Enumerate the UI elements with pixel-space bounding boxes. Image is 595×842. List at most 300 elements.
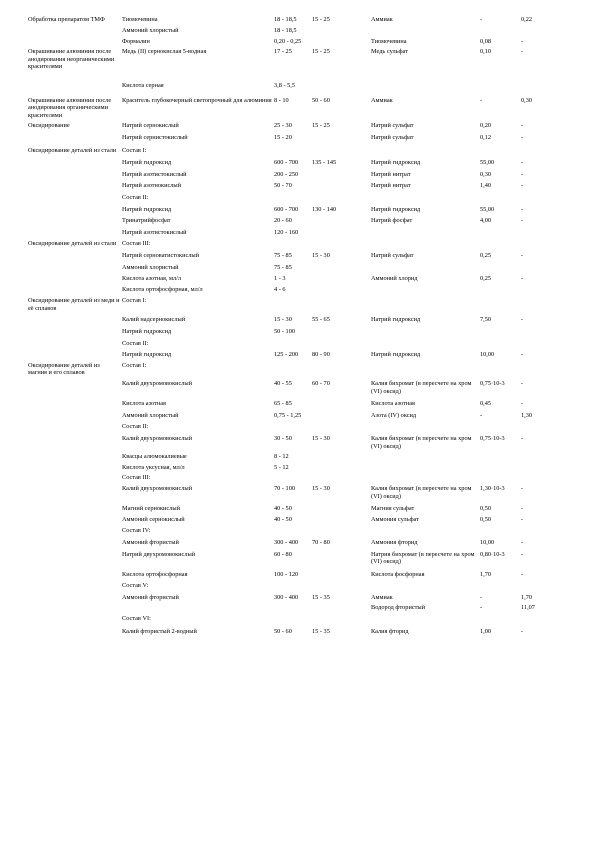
table-row [28, 347, 576, 358]
temperature-cell [312, 450, 371, 460]
reagent-cell: Тринатрийфосфат [122, 217, 171, 225]
temperature-cell: 130 - 140 [312, 205, 337, 213]
table-row [28, 500, 576, 512]
concentration-cell: 15 - 20 [274, 134, 292, 142]
table-row [28, 225, 576, 236]
reagent-cell: Квасцы алюмокалиевые [122, 453, 187, 461]
emission-aerosol-cell [521, 578, 576, 589]
emission-aerosol-cell [521, 450, 576, 460]
operation-cell [28, 500, 122, 512]
operation-cell: Обработка препаратом ТМФ [28, 16, 105, 23]
operation-cell [28, 23, 122, 34]
emission-cell: Калия бихромат (в пересчете на хром (VI) оксид) [371, 380, 472, 395]
operation-cell [28, 283, 122, 293]
operation-cell [28, 461, 122, 471]
temperature-cell [312, 419, 371, 430]
table-row [28, 45, 576, 70]
emission-gas-cell [480, 359, 521, 377]
emission-gas-cell [480, 450, 521, 460]
temperature-cell [312, 359, 371, 377]
emission-gas-cell [480, 23, 521, 34]
temperature-cell [312, 546, 371, 566]
reagent-cell: Тиомочевина [122, 16, 158, 23]
emission-cell [371, 523, 480, 534]
emission-aerosol-cell: - [521, 315, 524, 323]
operation-cell [28, 154, 122, 166]
table-row [28, 546, 576, 566]
operation-cell: Оксидирование деталей из стали [28, 146, 117, 154]
operation-cell: Оксидирование деталей из меди и её сплавов [28, 297, 120, 312]
reagent-cell: Калий двухромовокислый [122, 485, 193, 493]
operation-cell [28, 546, 122, 566]
emission-cell [371, 23, 480, 34]
emission-cell: Натрий гидроксид [371, 159, 421, 167]
emission-gas-cell [480, 236, 521, 247]
emission-cell: Натрий сульфат [371, 251, 414, 259]
table-row [28, 336, 576, 347]
emission-aerosol-cell: - [521, 351, 524, 359]
emission-cell [371, 471, 480, 481]
concentration-cell: 120 - 160 [274, 228, 299, 236]
table-row [28, 35, 576, 45]
emission-aerosol-cell: - [521, 48, 524, 56]
emission-aerosol-cell [521, 142, 576, 154]
concentration-cell [274, 359, 312, 377]
table-row [28, 419, 576, 430]
operation-cell [28, 376, 122, 395]
emission-cell: Азота (IV) оксид [371, 411, 417, 419]
concentration-cell: 0,20 - 0,25 [274, 37, 302, 45]
emission-gas-cell: 1,00 [480, 627, 492, 635]
emission-gas-cell: 10,00 [480, 351, 495, 359]
reagent-cell: Кислота ортофосфорная [122, 570, 188, 578]
reagent-cell: Кислота ортофосфорная, мл/л [122, 285, 203, 293]
emission-gas-cell [480, 611, 521, 622]
emission-aerosol-cell: - [521, 380, 524, 388]
reagent-cell: Аммоний фтористый [122, 538, 179, 546]
concentration-cell: 50 - 70 [274, 182, 292, 190]
emission-gas-cell [480, 419, 521, 430]
emission-aerosol-cell: - [521, 505, 524, 513]
emission-aerosol-cell: - [521, 37, 524, 45]
emission-cell: Натрий нитрат [371, 170, 411, 178]
emission-aerosol-cell [521, 359, 576, 377]
table-row [28, 611, 576, 622]
table-row [28, 590, 576, 601]
reagent-cell: Состав II: [122, 423, 149, 431]
emission-gas-cell: - [480, 603, 483, 611]
operation-cell: Оксидирование деталей из магния и его сплавов [28, 361, 100, 376]
table-row [28, 376, 576, 395]
emission-gas-cell: 0,80·10-3 [480, 550, 505, 558]
emission-cell [371, 611, 480, 622]
reagent-cell: Натрий сернокислый [122, 122, 179, 130]
table-row [28, 535, 576, 546]
reagent-cell: Состав III: [122, 474, 151, 482]
temperature-cell: 80 - 90 [312, 351, 330, 359]
emission-aerosol-cell: - [521, 275, 524, 283]
concentration-cell: 30 - 50 [274, 435, 292, 443]
concentration-cell [274, 336, 312, 347]
concentration-cell [274, 523, 312, 534]
reagent-cell: Калий фтористый 2-водный [122, 627, 197, 635]
emission-aerosol-cell [521, 323, 576, 335]
emission-cell: Натрий гидроксид [371, 315, 421, 323]
table-row [28, 359, 576, 377]
reagent-cell: Состав I: [122, 361, 147, 369]
reagent-cell: Формалин [122, 37, 150, 45]
concentration-cell: 75 - 85 [274, 251, 292, 259]
table-row [28, 142, 576, 154]
emission-cell [371, 419, 480, 430]
emission-gas-cell [480, 259, 521, 271]
operation-cell [28, 578, 122, 589]
temperature-cell [312, 70, 371, 89]
data-table [28, 16, 576, 635]
emission-cell: Тиомочевина [371, 37, 407, 45]
operation-cell [28, 419, 122, 430]
concentration-cell [274, 419, 312, 430]
reagent-cell: Натрий гидроксид [122, 351, 172, 359]
emission-cell [371, 70, 480, 89]
reagent-cell: Натрий двухромовокислый [122, 550, 196, 558]
temperature-cell [312, 461, 371, 471]
temperature-cell [312, 283, 371, 293]
concentration-cell: 60 - 80 [274, 550, 292, 558]
operation-cell [28, 190, 122, 201]
table-row [28, 450, 576, 460]
temperature-cell [312, 271, 371, 282]
emission-aerosol-cell [521, 611, 576, 622]
table-row [28, 283, 576, 293]
emission-gas-cell: 0,12 [480, 134, 492, 142]
reagent-cell: Аммоний хлористый [122, 263, 179, 271]
emission-aerosol-cell: - [521, 205, 524, 213]
concentration-cell [274, 142, 312, 154]
emission-gas-cell [480, 578, 521, 589]
emission-gas-cell: 0,75·10-3 [480, 380, 505, 388]
operation-cell [28, 167, 122, 178]
table-row [28, 293, 576, 312]
temperature-cell [312, 578, 371, 589]
emission-aerosol-cell: - [521, 182, 524, 190]
concentration-cell: 75 - 85 [274, 263, 292, 271]
emission-cell: Калия бихромат (в пересчете на хром (VI) оксид) [371, 435, 472, 450]
emission-cell: Калия бихромат (в пересчете на хром (VI) оксид) [371, 485, 472, 500]
temperature-cell: 15 - 35 [312, 593, 330, 601]
emission-cell: Натрий сульфат [371, 122, 414, 130]
table-body [28, 16, 576, 635]
emission-cell [371, 236, 480, 247]
emission-aerosol-cell [521, 293, 576, 312]
emission-cell: Аммония сульфат [371, 515, 419, 523]
emission-gas-cell: 0,25 [480, 275, 492, 283]
temperature-cell [312, 23, 371, 34]
emission-gas-cell: 0,08 [480, 37, 492, 45]
table-row [28, 623, 576, 635]
table-row [28, 578, 576, 589]
table-row [28, 129, 576, 141]
emission-cell [371, 461, 480, 471]
reagent-cell: Состав II: [122, 193, 149, 201]
temperature-cell: 60 - 70 [312, 380, 330, 388]
emission-gas-cell: 1,40 [480, 182, 492, 190]
reagent-cell: Состав VI: [122, 615, 151, 623]
emission-gas-cell: 7,50 [480, 315, 492, 323]
emission-cell: Аммиак [371, 593, 393, 601]
temperature-cell: 15 - 25 [312, 48, 330, 56]
reagent-cell: Калий надсернокислый [122, 315, 186, 323]
table-row [28, 513, 576, 523]
concentration-cell: 200 - 250 [274, 170, 299, 178]
concentration-cell: 8 - 10 [274, 96, 289, 104]
temperature-cell: 15 - 35 [312, 627, 330, 635]
temperature-cell: 15 - 30 [312, 485, 330, 493]
operation-cell [28, 225, 122, 236]
emission-gas-cell: 55,00 [480, 159, 495, 167]
emission-cell [371, 283, 480, 293]
concentration-cell: 0,75 - 1,25 [274, 411, 302, 419]
table-row [28, 236, 576, 247]
reagent-cell: Кислота азотная [122, 400, 166, 408]
emission-cell: Натрий сульфат [371, 134, 414, 142]
reagent-cell: Медь (II) сернокислая 5-водная [122, 48, 207, 56]
emission-cell: Натрия бихромат (в пересчете на хром (VI) оксид) [371, 550, 475, 566]
reagent-cell: Натрий гидроксид [122, 328, 172, 336]
operation-cell [28, 590, 122, 601]
concentration-cell: 18 - 18,5 [274, 27, 297, 35]
emission-aerosol-cell [521, 471, 576, 481]
emission-gas-cell: 0,20 [480, 122, 492, 130]
operation-cell [28, 336, 122, 347]
table-row [28, 248, 576, 259]
temperature-cell [312, 236, 371, 247]
emission-cell: Натрий гидроксид [371, 205, 421, 213]
emission-aerosol-cell [521, 523, 576, 534]
reagent-cell: Кислота серная [122, 82, 164, 90]
concentration-cell [274, 236, 312, 247]
emission-gas-cell [480, 225, 521, 236]
emission-gas-cell: 0,25 [480, 251, 492, 259]
operation-cell [28, 408, 122, 419]
table-row [28, 312, 576, 323]
emission-aerosol-cell: - [521, 627, 524, 635]
concentration-cell: 600 - 700 [274, 205, 299, 213]
emission-gas-cell: - [480, 16, 483, 23]
table-row [28, 461, 576, 471]
temperature-cell [312, 129, 371, 141]
concentration-cell: 15 - 30 [274, 315, 292, 323]
table-row [28, 601, 576, 611]
temperature-cell: 135 - 145 [312, 159, 337, 167]
emission-gas-cell: 55,00 [480, 205, 495, 213]
table-row [28, 90, 576, 119]
emission-gas-cell [480, 70, 521, 89]
reagent-cell: Состав V: [122, 582, 149, 590]
concentration-cell: 20 - 60 [274, 217, 292, 225]
reagent-cell: Натрий азотистокислый [122, 228, 187, 236]
temperature-cell: 15 - 30 [312, 435, 330, 443]
operation-cell [28, 601, 122, 611]
operation-cell [28, 201, 122, 213]
concentration-cell [274, 611, 312, 622]
operation-cell [28, 312, 122, 323]
temperature-cell [312, 408, 371, 419]
operation-cell [28, 248, 122, 259]
reagent-cell: Состав IV: [122, 527, 151, 535]
emission-aerosol-cell: - [521, 515, 524, 523]
operation-cell [28, 259, 122, 271]
emission-aerosol-cell: 0,30 [521, 96, 533, 104]
temperature-cell: 15 - 25 [312, 16, 330, 23]
emission-cell: Медь сульфат [371, 48, 408, 56]
emission-aerosol-cell [521, 190, 576, 201]
concentration-cell: 40 - 50 [274, 515, 292, 523]
emission-aerosol-cell: - [521, 170, 524, 178]
concentration-cell: 8 - 12 [274, 453, 289, 461]
temperature-cell [312, 513, 371, 523]
reagent-cell: Натрий азотнокислый [122, 182, 182, 190]
temperature-cell [312, 500, 371, 512]
emission-gas-cell: 0,30 [480, 170, 492, 178]
emission-cell [371, 450, 480, 460]
reagent-cell: Аммоний сернокислый [122, 515, 185, 523]
table-row [28, 259, 576, 271]
emission-aerosol-cell: - [521, 550, 524, 558]
concentration-cell [274, 190, 312, 201]
reagent-cell: Калий двухромовокислый [122, 435, 193, 443]
table-row [28, 523, 576, 534]
emission-gas-cell [480, 293, 521, 312]
emission-aerosol-cell: - [521, 400, 524, 408]
table-row [28, 430, 576, 450]
emission-cell: Водород фтористый [371, 603, 425, 611]
table-row [28, 178, 576, 189]
emission-cell: Калия фторид [371, 627, 409, 635]
concentration-cell: 1 - 3 [274, 275, 286, 283]
concentration-cell: 300 - 400 [274, 538, 299, 546]
temperature-cell [312, 35, 371, 45]
temperature-cell [312, 471, 371, 481]
operation-cell [28, 129, 122, 141]
emission-cell: Аммоний хлорид [371, 275, 418, 283]
emission-cell [371, 323, 480, 335]
reagent-cell: Кислота уксусная, мл/л [122, 463, 185, 471]
concentration-cell: 40 - 55 [274, 380, 292, 388]
reagent-cell: Аммоний фтористый [122, 593, 179, 601]
concentration-cell: 100 - 120 [274, 570, 299, 578]
emission-aerosol-cell: - [521, 435, 524, 443]
emission-aerosol-cell [521, 236, 576, 247]
emission-cell [371, 336, 480, 347]
emission-cell [371, 225, 480, 236]
concentration-cell [274, 578, 312, 589]
emission-cell [371, 190, 480, 201]
emission-aerosol-cell: - [521, 485, 524, 493]
table-row [28, 271, 576, 282]
operation-cell [28, 623, 122, 635]
emission-aerosol-cell: 1,30 [521, 411, 533, 419]
emission-gas-cell [480, 336, 521, 347]
emission-aerosol-cell [521, 225, 576, 236]
operation-cell: Оксидирование деталей из стали [28, 240, 117, 248]
emission-gas-cell: 1,70 [480, 570, 492, 578]
concentration-cell: 50 - 60 [274, 627, 292, 635]
temperature-cell [312, 323, 371, 335]
temperature-cell [312, 213, 371, 224]
emission-aerosol-cell [521, 419, 576, 430]
temperature-cell [312, 336, 371, 347]
operation-cell [28, 323, 122, 335]
table-row [28, 23, 576, 34]
table-row [28, 213, 576, 224]
temperature-cell [312, 167, 371, 178]
emission-gas-cell: 0,45 [480, 400, 492, 408]
reagent-cell: Натрий сернистокислый [122, 134, 188, 142]
concentration-cell [274, 293, 312, 312]
operation-cell: Окрашивание алюминия после анодирования органическими красителями [28, 96, 112, 119]
table-row [28, 408, 576, 419]
concentration-cell [274, 601, 312, 611]
temperature-cell [312, 142, 371, 154]
emission-aerosol-cell: - [521, 159, 524, 167]
concentration-cell: 18 - 18,5 [274, 16, 297, 23]
operation-cell [28, 178, 122, 189]
emission-cell: Аммония фторид [371, 538, 418, 546]
concentration-cell: 3,8 - 5,5 [274, 82, 295, 90]
emission-gas-cell: 0,10 [480, 48, 492, 56]
emission-gas-cell [480, 471, 521, 481]
reagent-cell: Состав I: [122, 146, 147, 154]
operation-cell [28, 481, 122, 500]
operation-cell [28, 347, 122, 358]
table-row [28, 16, 576, 23]
emission-gas-cell: 0,50 [480, 505, 492, 513]
operation-cell [28, 35, 122, 45]
emission-gas-cell: 4,00 [480, 217, 492, 225]
reagent-cell: Состав III: [122, 240, 151, 248]
emission-cell [371, 142, 480, 154]
operation-cell [28, 271, 122, 282]
emission-cell: Кислота фосфорная [371, 570, 425, 578]
emission-aerosol-cell [521, 336, 576, 347]
operation-cell [28, 566, 122, 578]
temperature-cell [312, 293, 371, 312]
emission-cell [371, 578, 480, 589]
emission-gas-cell: - [480, 593, 483, 601]
emission-aerosol-cell: - [521, 134, 524, 142]
emission-gas-cell: 10,00 [480, 538, 495, 546]
table-row [28, 190, 576, 201]
table-row [28, 395, 576, 407]
reagent-cell: Состав I: [122, 297, 147, 305]
operation-cell [28, 213, 122, 224]
emission-aerosol-cell: 1,70 [521, 593, 533, 601]
emission-gas-cell: - [480, 96, 483, 104]
operation-cell [28, 513, 122, 523]
concentration-cell: 25 - 30 [274, 122, 292, 130]
concentration-cell: 17 - 25 [274, 48, 292, 56]
reagent-cell: Калий двухромовокислый [122, 380, 193, 388]
emission-gas-cell [480, 523, 521, 534]
reagent-cell: Натрий серноватистокислый [122, 251, 200, 259]
table-row [28, 566, 576, 578]
operation-cell [28, 70, 122, 89]
reagent-cell: Аммоний хлористый [122, 411, 179, 419]
table-row [28, 481, 576, 500]
table-row [28, 471, 576, 481]
emission-cell: Аммиак [371, 16, 393, 23]
